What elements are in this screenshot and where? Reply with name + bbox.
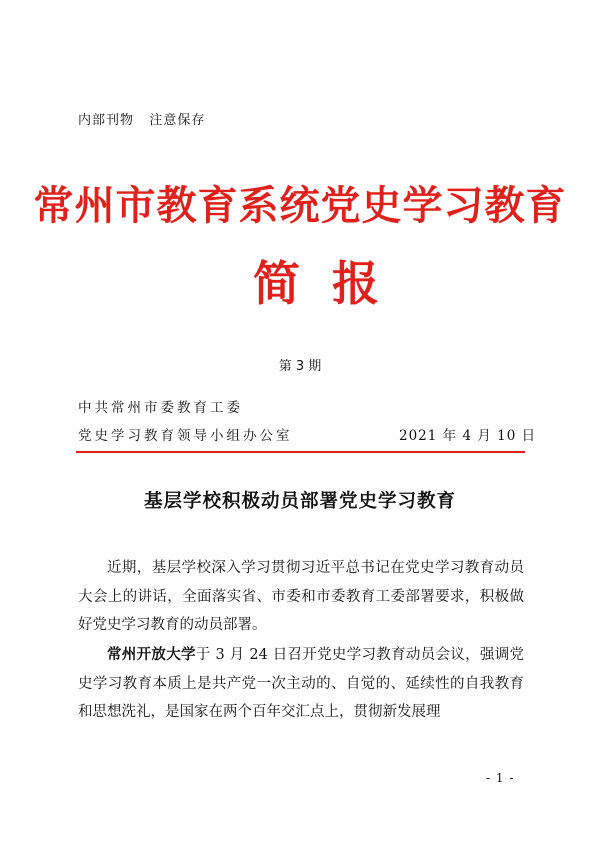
paragraph-2-text: 于 3 月 24 日召开党史学习教育动员会议，强调党史学习教育本质上是共产党一次主动的、自觉的、延续性的自我教育和思想洗礼，是国家在两个百年交汇点上，贯彻新发展理	[78, 647, 524, 720]
masthead-title: 常州市教育系统党史学习教育	[33, 182, 567, 229]
issuer-office: 党史学习教育领导小组办公室	[78, 428, 293, 444]
masthead-subtitle: 简报	[253, 257, 411, 312]
issue-date: 2021 年 4 月 10 日	[399, 428, 537, 444]
issuer-organization: 中共常州市委教育工委	[78, 400, 243, 416]
article-paragraph-1: 近期，基层学校深入学习贯彻习近平总书记在党史学习教育动员大会上的讲话，全面落实省、市委和市委教育工委部署要求，积极做好党史学习教育的动员部署。	[78, 560, 524, 633]
classification-label: 内部刊物 注意保存	[78, 113, 206, 128]
issue-number: 第 3 期	[278, 359, 322, 374]
article-headline: 基层学校积极动员部署党史学习教育	[143, 491, 456, 512]
article-paragraph-2	[78, 641, 524, 727]
page-number: - 1 -	[486, 771, 515, 785]
paragraph-lead-entity: 常州开放大学	[107, 646, 196, 663]
red-divider-line	[76, 451, 525, 453]
